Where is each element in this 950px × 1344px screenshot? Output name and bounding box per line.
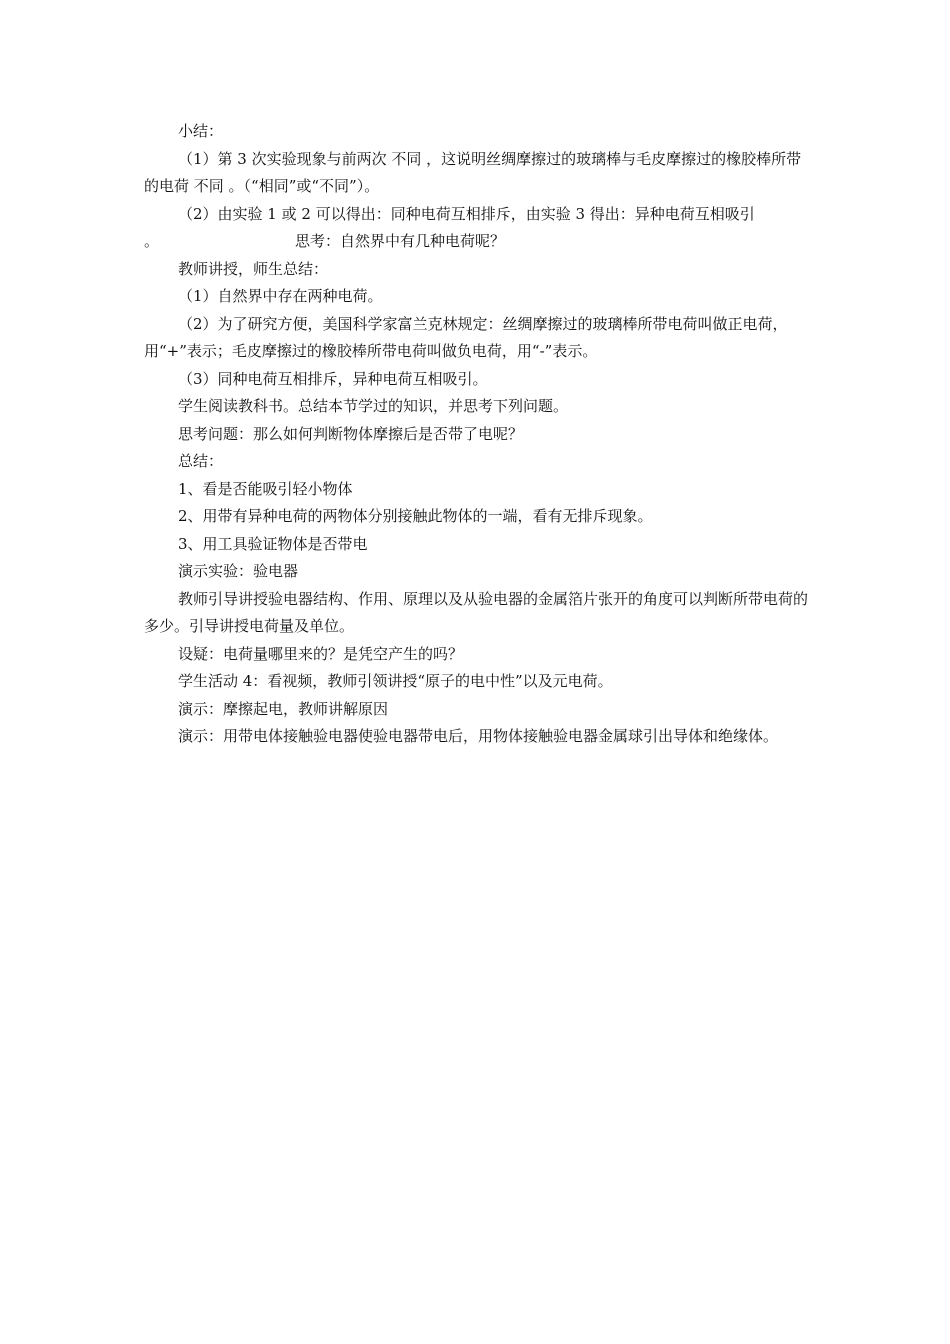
method-2: 2、用带有异种电荷的两物体分别接触此物体的一端，看有无排斥现象。: [178, 507, 653, 525]
teacher-summary-heading: 教师讲授，师生总结：: [178, 259, 329, 278]
method-1: 1、看是否能吸引轻小物体: [178, 479, 353, 498]
demo-electroscope: 演示实验：验电器: [178, 562, 299, 580]
charge-origin-question: 设疑：电荷量哪里来的？是凭空产生的吗？: [178, 644, 464, 663]
demo-conductor-insulator: 演示：用带电体接触验电器使验电器带电后，用物体接触验电器金属球引出导体和绝缘体。: [178, 727, 779, 745]
think-question: 思考：自然界中有几种电荷呢？: [295, 232, 506, 250]
student-activity-4: 学生活动 4：看视频，教师引领讲授“原子的电中性”以及元电荷。: [178, 672, 613, 690]
conclusion-heading: 总结：: [178, 452, 224, 470]
paragraph-question-line: [144, 228, 808, 256]
summary-point-2: （2）为了研究方便，美国科学家富兰克林规定：丝绸摩擦过的玻璃棒所带电荷叫做正电荷，用“+”表示；毛皮摩擦过的橡胶棒所带电荷叫做负电荷，用“-”表示。: [144, 314, 788, 360]
period-mark: 。: [144, 232, 160, 250]
summary-heading: 小结：: [178, 122, 224, 140]
summary-point-1: （1）自然界中存在两种电荷。: [178, 287, 383, 305]
summary-point-3: （3）同种电荷互相排斥，异种电荷互相吸引。: [178, 369, 488, 388]
reading-instruction: 学生阅读教科书。总结本节学过的知识，并思考下列问题。: [178, 397, 569, 415]
document-body: [144, 118, 808, 751]
experiment-conclusion-text: （2）由实验 1 或 2 可以得出：同种电荷互相排斥，由实验 3 得出：异种电荷互相吸引: [178, 204, 755, 223]
demo-friction: 演示：摩擦起电，教师讲解原因: [178, 699, 389, 718]
electroscope-explanation: 教师引导讲授验电器结构、作用、原理以及从验电器的金属箔片张开的角度可以判断所带电荷的多少。引导讲授电荷量及单位。: [144, 589, 809, 635]
method-3: 3、用工具验证物体是否带电: [178, 534, 368, 553]
thinking-question: 思考问题：那么如何判断物体摩擦后是否带了电呢？: [178, 424, 524, 443]
paragraph-experiment-1-2: [144, 201, 808, 229]
paragraph-experiment-3: （1）第 3 次实验现象与前两次 不同 ，这说明丝绸摩擦过的玻璃棒与毛皮摩擦过的橡胶棒所带的电荷 不同 。（“相同”或“不同”）。: [144, 149, 802, 195]
